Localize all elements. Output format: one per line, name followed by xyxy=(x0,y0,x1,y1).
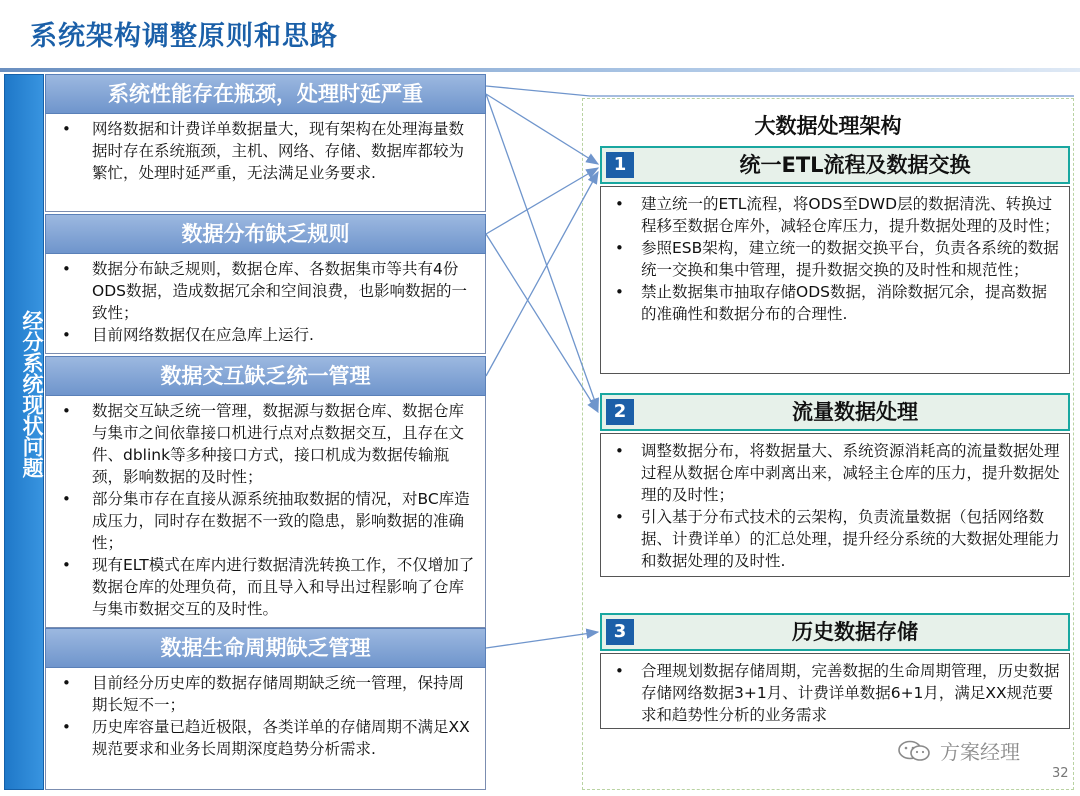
issue-bullet: • 目前经分历史库的数据存储周期缺乏统一管理，保持周期长短不一； xyxy=(62,672,475,716)
solution-bullet: • 引入基于分布式技术的云架构，负责流量数据（包括网络数据、计费详单）的汇总处理，提升经分系统的大数据处理能力和数据处理的及时性. xyxy=(605,506,1061,572)
solution-title: 流量数据处理 xyxy=(792,400,918,424)
issue-body-3 xyxy=(45,396,486,628)
issue-heading-1: 系统性能存在瓶颈，处理时延严重 xyxy=(45,74,486,114)
solution-bullet: • 合理规划数据存储周期，完善数据的生命周期管理，历史数据存储网络数据3+1月、计费详单数据6+1月，满足XX规范要求和趋势性分析的业务需求 xyxy=(605,660,1061,726)
issue-heading-3: 数据交互缺乏统一管理 xyxy=(45,356,486,396)
issue-bullet: • 现有ELT模式在库内进行数据清洗转换工作，不仅增加了数据仓库的处理负荷，而且导入和导出过程影响了仓库与集市数据交互的及时性。 xyxy=(62,554,475,620)
side-label: 经分系统现状问题 xyxy=(20,310,44,478)
connector-line xyxy=(486,86,1074,96)
watermark xyxy=(896,736,1020,765)
wechat-icon xyxy=(896,739,932,763)
issue-body-2 xyxy=(45,254,486,354)
solution-bullet: • 禁止数据集市抽取存储ODS数据，消除数据冗余，提高数据的准确性和数据分布的合理性. xyxy=(605,281,1061,325)
issue-heading-2: 数据分布缺乏规则 xyxy=(45,214,486,254)
solution-body-2 xyxy=(600,433,1070,577)
issue-body-4 xyxy=(45,668,486,790)
solution-bullet: • 建立统一的ETL流程，将ODS至DWD层的数据清洗、转换过程移至数据仓库外，减轻仓库压力，提升数据处理的及时性； xyxy=(605,193,1061,237)
issue-heading-4: 数据生命周期缺乏管理 xyxy=(45,628,486,668)
solution-bullet: • 调整数据分布，将数据量大、系统资源消耗高的流量数据处理过程从数据仓库中剥离出来，减轻主仓库的压力，提升数据处理的及时性； xyxy=(605,440,1061,506)
issue-bullet: • 历史库容量已趋近极限，各类详单的存储周期不满足XX规范要求和业务长周期深度趋势分析需求. xyxy=(62,716,475,760)
solution-heading-3 xyxy=(600,613,1070,651)
solution-bullet: • 参照ESB架构，建立统一的数据交换平台，负责各系统的数据统一交换和集中管理，提升数据交换的及时性和规范性； xyxy=(605,237,1061,281)
architecture-title: 大数据处理架构 xyxy=(754,114,902,138)
solution-number-badge: 2 xyxy=(606,399,634,425)
issue-bullet: • 数据分布缺乏规则，数据仓库、各数据集市等共有4份ODS数据，造成数据冗余和空间浪费，也影响数据的一致性； xyxy=(62,258,475,324)
issue-bullet: • 部分集市存在直接从源系统抽取数据的情况，对BC库造成压力，同时存在数据不一致的隐患，影响数据的准确性； xyxy=(62,488,475,554)
solution-body-3 xyxy=(600,653,1070,729)
solution-number-badge: 3 xyxy=(606,619,634,645)
issue-bullet: • 数据交互缺乏统一管理，数据源与数据仓库、数据仓库与集市之间依靠接口机进行点对点数据交互，且存在文件、dblink等多种接口方式，接口机成为数据传输瓶颈，影响数据的及时性； xyxy=(62,400,475,488)
solution-title: 统一ETL流程及数据交换 xyxy=(739,153,971,177)
title-underline xyxy=(0,68,1080,72)
page-title: 系统架构调整原则和思路 xyxy=(30,21,338,52)
solution-heading-1 xyxy=(600,146,1070,184)
solution-title: 历史数据存储 xyxy=(792,620,918,644)
issue-bullet: • 网络数据和计费详单数据量大，现有架构在处理海量数据时存在系统瓶颈，主机、网络、存储、数据库都较为繁忙，处理时延严重，无法满足业务要求. xyxy=(62,118,475,184)
issue-body-1 xyxy=(45,114,486,212)
solution-heading-2 xyxy=(600,393,1070,431)
page-number: 32 xyxy=(1052,766,1069,781)
watermark-text: 方案经理 xyxy=(940,740,1020,764)
issue-bullet: • 目前网络数据仅在应急库上运行. xyxy=(62,324,475,346)
solution-number-badge: 1 xyxy=(606,152,634,178)
solution-body-1 xyxy=(600,186,1070,374)
